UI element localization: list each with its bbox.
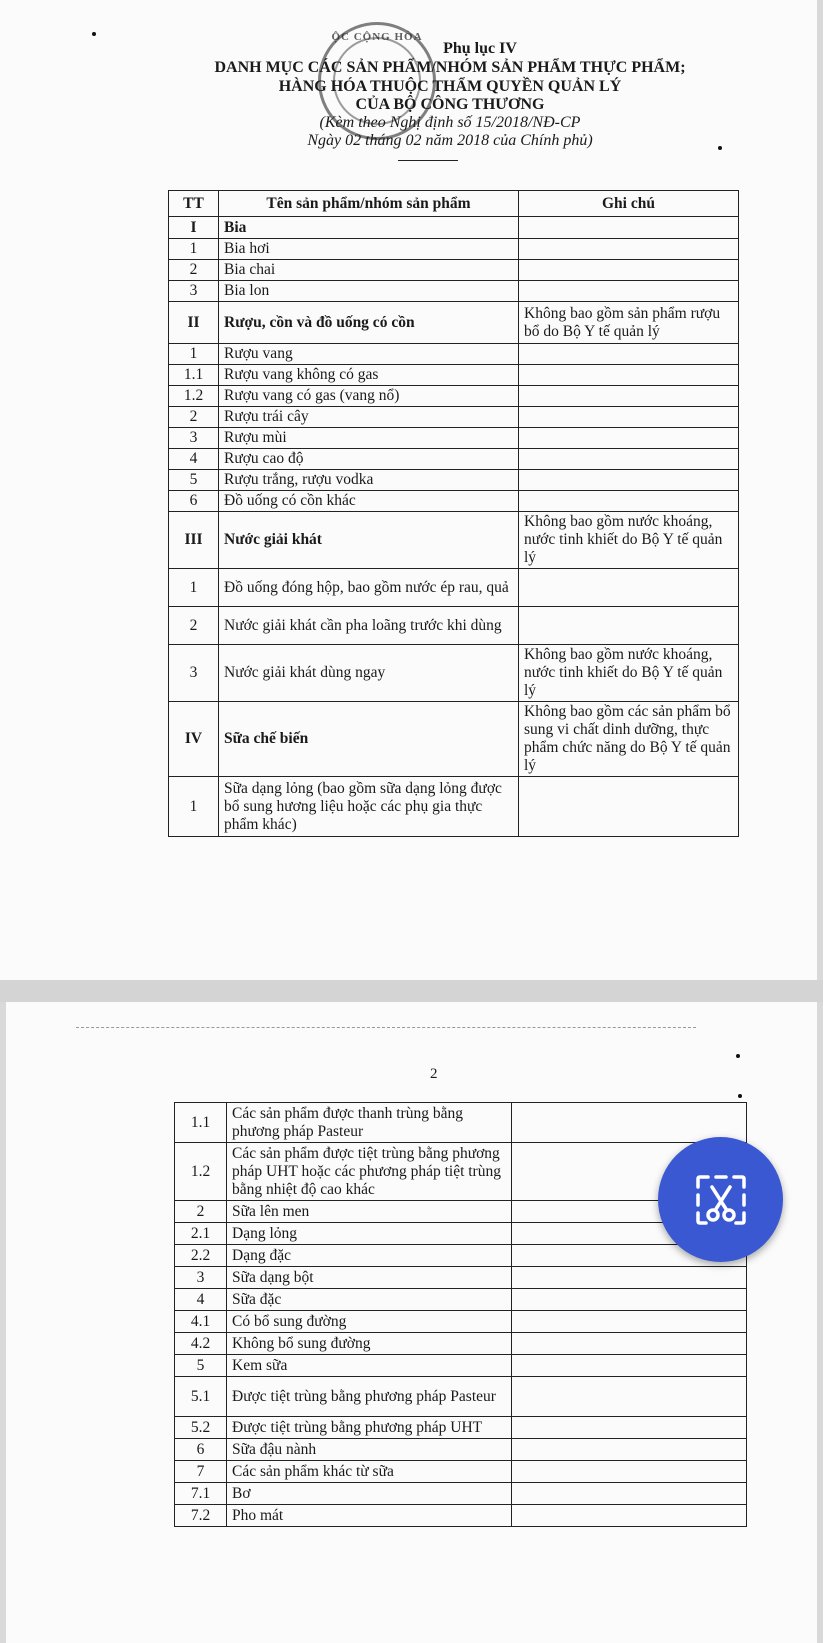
product-name: Các sản phẩm được thanh trùng bằng phương pháp Pasteur: [227, 1103, 512, 1143]
product-name: Nước giải khát cần pha loãng trước khi dùng: [219, 607, 519, 645]
table-row: [175, 1245, 747, 1267]
product-name: Rượu vang không có gas: [219, 365, 519, 386]
product-name: Rượu mùi: [219, 428, 519, 449]
product-note: [519, 217, 739, 239]
product-note: [512, 1439, 747, 1461]
table-row: [175, 1377, 747, 1417]
product-note: [519, 281, 739, 302]
column-header-note: Ghi chú: [519, 191, 739, 217]
page-separator: [0, 980, 823, 1002]
product-note: [519, 569, 739, 607]
row-number: 3: [169, 281, 219, 302]
table-row: [175, 1289, 747, 1311]
product-note: [519, 386, 739, 407]
row-number: I: [169, 217, 219, 239]
product-note: [519, 260, 739, 281]
product-name: Rượu, cồn và đồ uống có cồn: [219, 302, 519, 344]
row-number: II: [169, 302, 219, 344]
row-number: 4.2: [175, 1333, 227, 1355]
row-number: 7: [175, 1461, 227, 1483]
product-note: [519, 470, 739, 491]
row-number: 4.1: [175, 1311, 227, 1333]
table-row: [175, 1267, 747, 1289]
table-row: [175, 1223, 747, 1245]
product-table-2: [174, 1102, 747, 1527]
table-row: [169, 428, 739, 449]
product-note: [512, 1103, 747, 1143]
product-name: Nước giải khát: [219, 512, 519, 569]
product-name: Dạng đặc: [227, 1245, 512, 1267]
table-row: [169, 470, 739, 491]
table-row: [169, 365, 739, 386]
product-name: Dạng lỏng: [227, 1223, 512, 1245]
product-name: Kem sữa: [227, 1355, 512, 1377]
product-table-1: [168, 190, 739, 837]
table-row: [175, 1439, 747, 1461]
row-number: 5.1: [175, 1377, 227, 1417]
row-number: 5.2: [175, 1417, 227, 1439]
row-number: 3: [175, 1267, 227, 1289]
product-name: Đồ uống có cồn khác: [219, 491, 519, 512]
product-note: [512, 1289, 747, 1311]
row-number: III: [169, 512, 219, 569]
table-row: [175, 1333, 747, 1355]
product-name: Rượu vang: [219, 344, 519, 365]
row-number: 4: [175, 1289, 227, 1311]
table-row: [169, 281, 739, 302]
product-name: Được tiệt trùng bằng phương pháp Pasteur: [227, 1377, 512, 1417]
row-number: 7.2: [175, 1505, 227, 1527]
product-note: [519, 449, 739, 470]
product-name: Sữa đặc: [227, 1289, 512, 1311]
table-row: [175, 1311, 747, 1333]
product-note: [512, 1355, 747, 1377]
row-number: 3: [169, 428, 219, 449]
screenshot-crop-button[interactable]: [658, 1137, 783, 1262]
row-number: 2: [169, 260, 219, 281]
table-row: [175, 1505, 747, 1527]
product-name: Rượu trái cây: [219, 407, 519, 428]
table-row: [169, 512, 739, 569]
table-row: [169, 702, 739, 777]
row-number: 2: [175, 1201, 227, 1223]
product-note: [512, 1267, 747, 1289]
header-line: CỦA BỘ CÔNG THƯƠNG: [355, 96, 545, 113]
product-name: Các sản phẩm được tiệt trùng bằng phương pháp UHT hoặc các phương pháp tiệt trùng bằng nhiệt độ cao khác: [227, 1143, 512, 1201]
row-number: 6: [175, 1439, 227, 1461]
row-number: 5: [175, 1355, 227, 1377]
table-row: [169, 386, 739, 407]
product-name: Pho mát: [227, 1505, 512, 1527]
product-name: Bia lon: [219, 281, 519, 302]
product-note: [512, 1311, 747, 1333]
header-decree: (Kèm theo Nghị định số 15/2018/NĐ-CP: [319, 114, 581, 131]
product-note: [512, 1461, 747, 1483]
product-note: [512, 1483, 747, 1505]
row-number: 2: [169, 407, 219, 428]
table-row: [169, 607, 739, 645]
product-name: Bia chai: [219, 260, 519, 281]
screenshot-crop-icon: [694, 1173, 748, 1227]
product-note: Không bao gồm nước khoáng, nước tinh khiết do Bộ Y tế quản lý: [519, 512, 739, 569]
speck: [736, 1054, 740, 1058]
product-note: Không bao gồm sản phẩm rượu bổ do Bộ Y tế quản lý: [519, 302, 739, 344]
row-number: 2: [169, 607, 219, 645]
product-name: Sữa dạng lỏng (bao gồm sữa dạng lỏng được bổ sung hương liệu hoặc các phụ gia thực phẩm khác): [219, 777, 519, 837]
product-name: Bơ: [227, 1483, 512, 1505]
header-rule: [398, 160, 458, 161]
table-header-row: [169, 191, 739, 217]
row-number: 1.1: [175, 1103, 227, 1143]
row-number: IV: [169, 702, 219, 777]
row-number: 1: [169, 239, 219, 260]
row-number: 1: [169, 777, 219, 837]
table-row: [175, 1483, 747, 1505]
product-note: Không bao gồm nước khoáng, nước tinh khiết do Bộ Y tế quản lý: [519, 645, 739, 702]
row-number: 1.2: [169, 386, 219, 407]
page-number: 2: [430, 1066, 438, 1082]
product-note: [512, 1377, 747, 1417]
table-row: [169, 449, 739, 470]
table-row: [169, 569, 739, 607]
product-name: Bia: [219, 217, 519, 239]
product-name: Rượu trắng, rượu vodka: [219, 470, 519, 491]
row-number: 1: [169, 569, 219, 607]
table-row: [175, 1355, 747, 1377]
product-name: Sữa lên men: [227, 1201, 512, 1223]
header-line: DANH MỤC CÁC SẢN PHẨM/NHÓM SẢN PHẨM THỰC PHẨM;: [214, 59, 686, 76]
product-name: Bia hơi: [219, 239, 519, 260]
product-note: [519, 428, 739, 449]
product-name: Không bổ sung đường: [227, 1333, 512, 1355]
row-number: 2.2: [175, 1245, 227, 1267]
row-number: 1.1: [169, 365, 219, 386]
product-note: [519, 777, 739, 837]
table-row: [169, 645, 739, 702]
row-number: 3: [169, 645, 219, 702]
official-seal: ỘC CỘNG HÒA: [318, 22, 436, 140]
table-row: [169, 260, 739, 281]
product-name: Có bổ sung đường: [227, 1311, 512, 1333]
header-date: Ngày 02 tháng 02 năm 2018 của Chính phủ): [307, 132, 593, 149]
row-number: 2.1: [175, 1223, 227, 1245]
header-line: HÀNG HÓA THUỘC THẨM QUYỀN QUẢN LÝ: [278, 78, 622, 95]
product-name: Nước giải khát dùng ngay: [219, 645, 519, 702]
table-row: [169, 777, 739, 837]
table-row: [175, 1103, 747, 1143]
product-note: [519, 607, 739, 645]
scan-edge-line: [76, 1027, 696, 1028]
product-note: [519, 239, 739, 260]
product-note: [519, 491, 739, 512]
table-row: [169, 239, 739, 260]
table-row: [169, 407, 739, 428]
product-name: Sữa chế biến: [219, 702, 519, 777]
speck: [92, 32, 96, 36]
row-number: 4: [169, 449, 219, 470]
product-name: Rượu vang có gas (vang nổ): [219, 386, 519, 407]
speck: [738, 1094, 742, 1098]
column-header-tt: TT: [169, 191, 219, 217]
row-number: 1.2: [175, 1143, 227, 1201]
appendix-title: Phụ lục IV: [443, 40, 517, 57]
table-row: [175, 1461, 747, 1483]
row-number: 5: [169, 470, 219, 491]
table-row: [169, 491, 739, 512]
row-number: 7.1: [175, 1483, 227, 1505]
product-name: Đồ uống đóng hộp, bao gồm nước ép rau, quả: [219, 569, 519, 607]
table-row: [169, 302, 739, 344]
product-note: [519, 407, 739, 428]
row-number: 6: [169, 491, 219, 512]
product-note: [512, 1333, 747, 1355]
product-note: [519, 365, 739, 386]
product-name: Các sản phẩm khác từ sữa: [227, 1461, 512, 1483]
table-row: [169, 217, 739, 239]
product-name: Được tiệt trùng bằng phương pháp UHT: [227, 1417, 512, 1439]
product-note: Không bao gồm các sản phẩm bổ sung vi chất dinh dưỡng, thực phẩm chức năng do Bộ Y tế quản lý: [519, 702, 739, 777]
product-note: [512, 1505, 747, 1527]
table-row: [169, 344, 739, 365]
product-name: Sữa đậu nành: [227, 1439, 512, 1461]
column-header-name: Tên sản phẩm/nhóm sản phẩm: [219, 191, 519, 217]
product-note: [512, 1417, 747, 1439]
row-number: 1: [169, 344, 219, 365]
product-name: Sữa dạng bột: [227, 1267, 512, 1289]
product-name: Rượu cao độ: [219, 449, 519, 470]
product-note: [519, 344, 739, 365]
table-row: [175, 1417, 747, 1439]
